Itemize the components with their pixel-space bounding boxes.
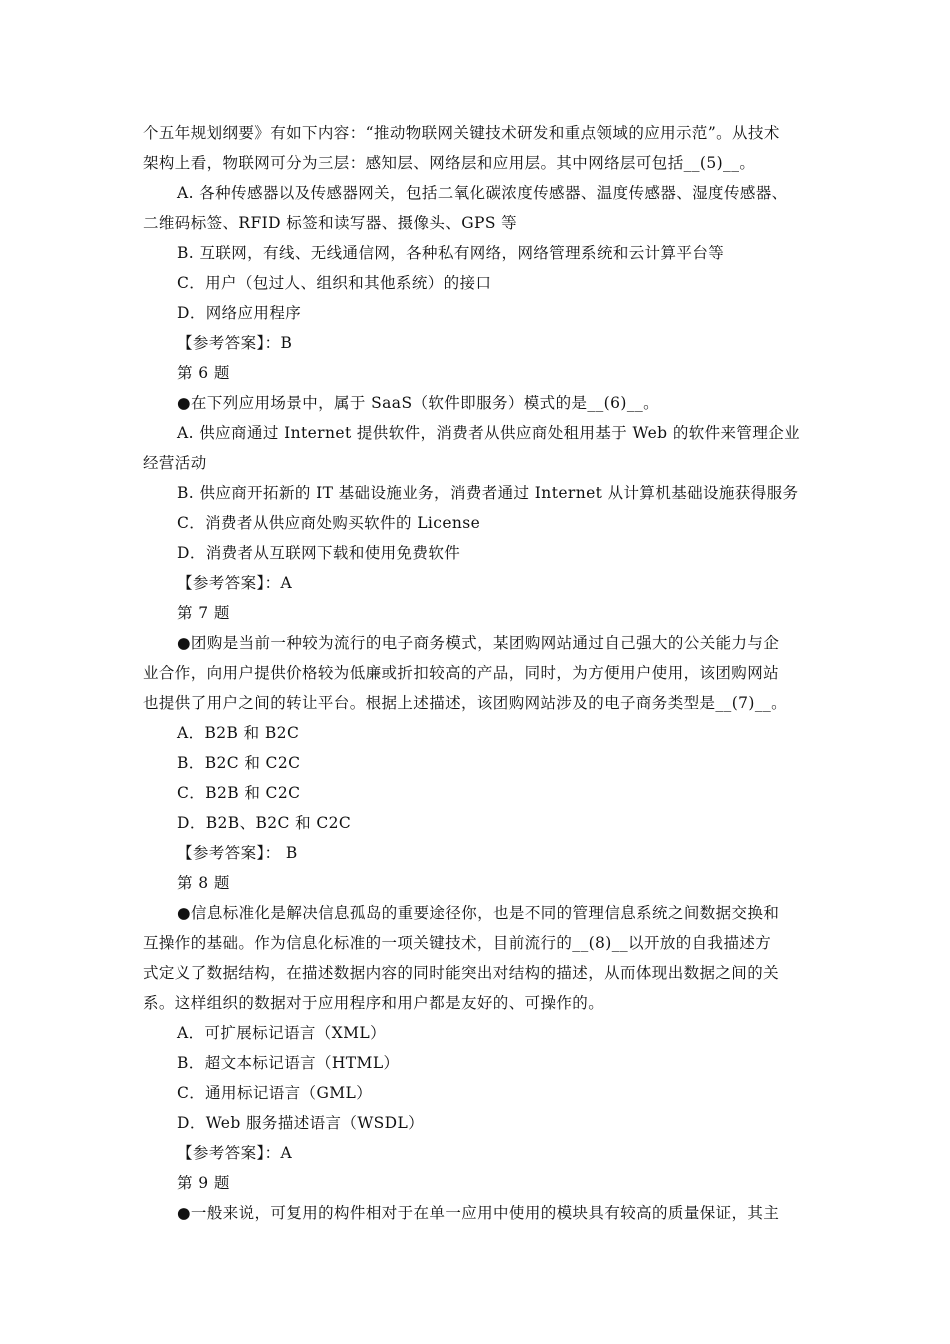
option-b: B. 供应商开拓新的 IT 基础设施业务，消费者通过 Internet 从计算机基础设施获得服务 [177, 484, 799, 502]
option-b: B．B2C 和 C2C [177, 754, 301, 772]
question-number: 第 8 题 [177, 874, 230, 892]
question-text: ●团购是当前一种较为流行的电子商务模式，某团购网站通过自己强大的公关能力与企 [177, 634, 780, 652]
text-line: 互操作的基础。作为信息化标准的一项关键技术，目前流行的__(8)__以开放的自我描述方 [143, 934, 772, 952]
option-b: B. 互联网，有线、无线通信网，各种私有网络，网络管理系统和云计算平台等 [177, 244, 725, 262]
question-number: 第 7 题 [177, 604, 230, 622]
question-number: 第 9 题 [177, 1174, 230, 1192]
option-c: C．用户（包过人、组织和其他系统）的接口 [177, 274, 492, 292]
option-c: C．B2B 和 C2C [177, 784, 301, 802]
question-number: 第 6 题 [177, 364, 230, 382]
option-b: B．超文本标记语言（HTML） [177, 1054, 400, 1072]
option-a: A. 各种传感器以及传感器网关，包括二氧化碳浓度传感器、温度传感器、湿度传感器、 [177, 184, 788, 202]
question-text: ●一般来说，可复用的构件相对于在单一应用中使用的模块具有较高的质量保证，其主 [177, 1204, 780, 1222]
option-d: D．B2B、B2C 和 C2C [177, 814, 352, 832]
text-line: 系。这样组织的数据对于应用程序和用户都是友好的、可操作的。 [143, 994, 605, 1012]
option-d: D．消费者从互联网下载和使用免费软件 [177, 544, 461, 562]
option-d: D．Web 服务描述语言（WSDL） [177, 1114, 425, 1132]
text-line: 个五年规划纲要》有如下内容：“推动物联网关键技术研发和重点领域的应用示范”。从技术 [143, 124, 780, 142]
answer-line: 【参考答案】： B [177, 844, 298, 862]
text-line: 架构上看，物联网可分为三层：感知层、网络层和应用层。其中网络层可包括__(5)__。 [143, 154, 756, 172]
question-text: ●在下列应用场景中，属于 SaaS（软件即服务）模式的是__(6)__。 [177, 394, 660, 412]
option-d: D．网络应用程序 [177, 304, 302, 322]
text-line: 二维码标签、RFID 标签和读写器、摄像头、GPS 等 [143, 214, 518, 232]
option-a: A. 供应商通过 Internet 提供软件，消费者从供应商处租用基于 Web 的软件来管理企业 [177, 424, 801, 442]
answer-line: 【参考答案】：B [177, 334, 293, 352]
option-c: C．消费者从供应商处购买软件的 License [177, 514, 481, 532]
text-line: 业合作，向用户提供价格较为低廉或折扣较高的产品，同时，为方便用户使用，该团购网站 [143, 664, 780, 682]
option-a: A．B2B 和 B2C [177, 724, 300, 742]
option-a: A．可扩展标记语言（XML） [177, 1024, 386, 1042]
text-line: 式定义了数据结构，在描述数据内容的同时能突出对结构的描述，从而体现出数据之间的关 [143, 964, 780, 982]
answer-line: 【参考答案】：A [177, 574, 293, 592]
text-line: 也提供了用户之间的转让平台。根据上述描述，该团购网站涉及的电子商务类型是__(7)__。 [143, 694, 788, 712]
text-line: 经营活动 [143, 454, 207, 472]
option-c: C．通用标记语言（GML） [177, 1084, 373, 1102]
question-text: ●信息标准化是解决信息孤岛的重要途径你，也是不同的管理信息系统之间数据交换和 [177, 904, 780, 922]
answer-line: 【参考答案】：A [177, 1144, 293, 1162]
